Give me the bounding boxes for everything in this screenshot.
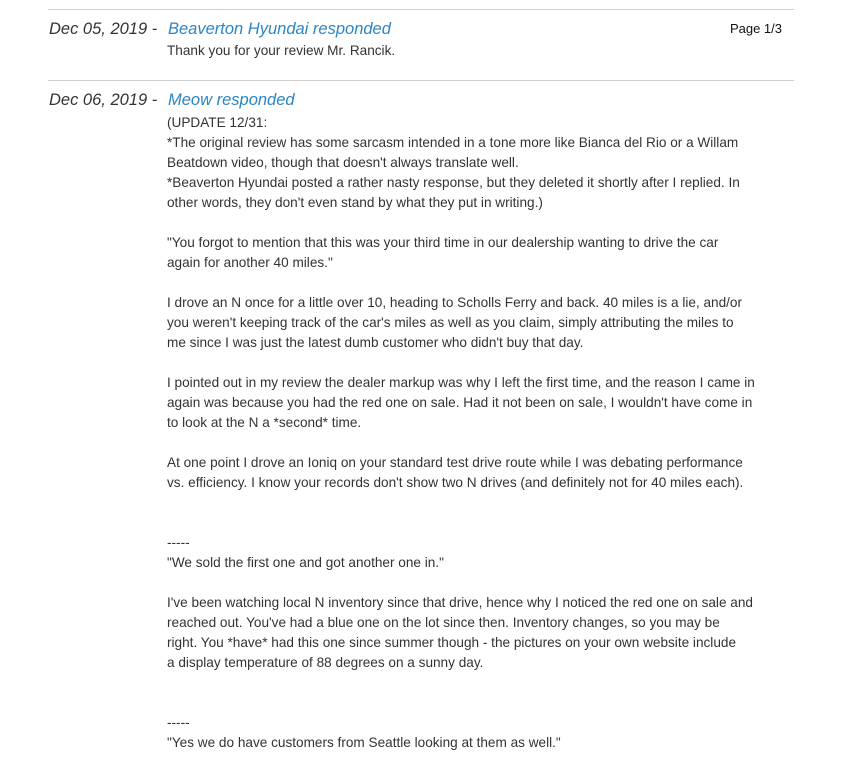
separator-middle	[48, 80, 794, 81]
body-line: -----	[167, 535, 190, 550]
body-line: again was because you had the red one on sale. Had it not been on sale, I wouldn't have come in	[167, 395, 753, 410]
body-line: me since I was just the latest dumb customer who didn't buy that day.	[167, 335, 584, 350]
blank-line	[167, 693, 797, 713]
body-line: vs. efficiency. I know your records don't show two N drives (and definitely not for 40 miles each).	[167, 475, 744, 490]
body-line: *Beaverton Hyundai posted a rather nasty response, but they deleted it shortly after I replied. In	[167, 175, 740, 190]
body-line: (UPDATE 12/31:	[167, 115, 268, 130]
response-body	[167, 113, 797, 753]
blank-line	[167, 573, 797, 593]
body-line: right. You *have* had this one since summer though - the pictures on your own website include	[167, 635, 737, 650]
blank-line	[167, 673, 797, 693]
blank-line	[167, 513, 797, 533]
body-line: Thank you for your review Mr. Rancik.	[167, 43, 396, 58]
blank-line	[167, 273, 797, 293]
body-line: At one point I drove an Ioniq on your standard test drive route while I was debating performance	[167, 455, 743, 470]
response-date: Dec 06, 2019 -	[49, 91, 158, 109]
body-line: again for another 40 miles."	[167, 255, 333, 270]
body-line: a display temperature of 88 degrees on a sunny day.	[167, 655, 484, 670]
body-line: to look at the N a *second* time.	[167, 415, 362, 430]
body-line: -----	[167, 715, 190, 730]
response-date: Dec 05, 2019 -	[49, 20, 158, 38]
response-body	[167, 41, 797, 61]
body-line: "Yes we do have customers from Seattle looking at them as well."	[167, 735, 561, 750]
body-line: reached out. You've had a blue one on the lot since then. Inventory changes, so you may be	[167, 615, 720, 630]
body-line: I've been watching local N inventory since that drive, hence why I noticed the red one on sale and	[167, 595, 753, 610]
page-indicator: Page 1/3	[729, 21, 782, 36]
body-line: you weren't keeping track of the car's miles as well as you claim, simply attributing the miles to	[167, 315, 734, 330]
body-line: I pointed out in my review the dealer markup was why I left the first time, and the reason I came in	[167, 375, 755, 390]
blank-line	[167, 353, 797, 373]
separator-top	[48, 9, 794, 10]
body-line: Beatdown video, though that doesn't always translate well.	[167, 155, 519, 170]
blank-line	[167, 433, 797, 453]
responder-link[interactable]: Beaverton Hyundai responded	[168, 20, 391, 38]
body-line: "We sold the first one and got another one in."	[167, 555, 444, 570]
blank-line	[167, 493, 797, 513]
blank-line	[167, 213, 797, 233]
body-line: I drove an N once for a little over 10, heading to Scholls Ferry and back. 40 miles is a lie, and/or	[167, 295, 743, 310]
body-line: other words, they don't even stand by what they put in writing.)	[167, 195, 543, 210]
responder-link[interactable]: Meow responded	[168, 91, 295, 109]
body-line: *The original review has some sarcasm intended in a tone more like Bianca del Rio or a Willam	[167, 135, 739, 150]
body-line: "You forgot to mention that this was your third time in our dealership wanting to drive the car	[167, 235, 719, 250]
